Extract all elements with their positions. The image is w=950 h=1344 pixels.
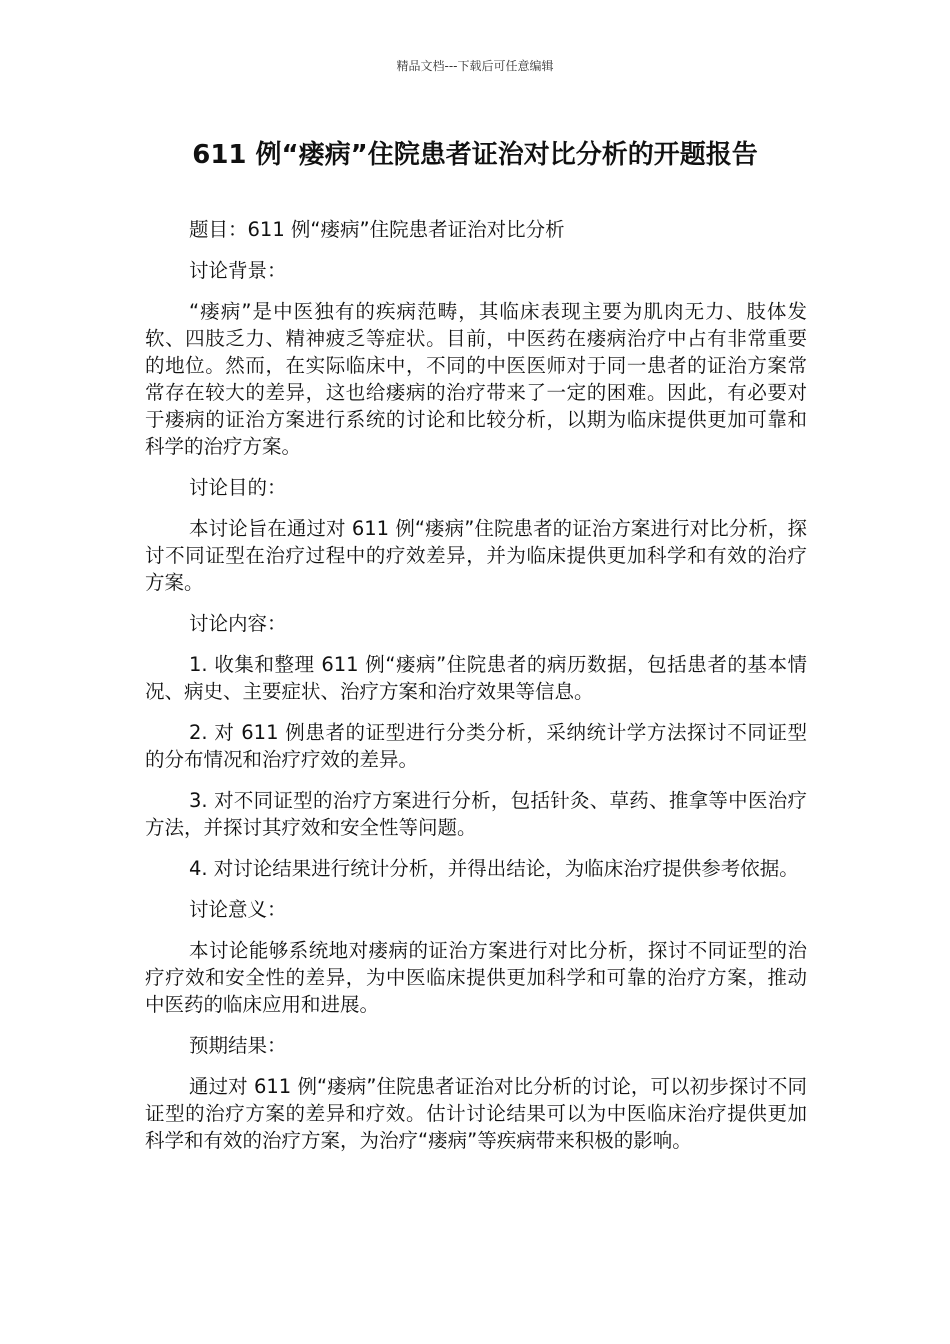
topic-line: 题目：611 例“瘘病”住院患者证治对比分析 [189, 218, 565, 241]
results-heading: 预期结果： [189, 1034, 287, 1057]
significance-paragraph: 本讨论能够系统地对瘘病的证治方案进行对比分析，探讨不同证型的治疗疗效和安全性的差异，为中医临床提供更加科学和可靠的治疗方案，推动中医药的临床应用和进展。 [145, 939, 807, 1016]
purpose-heading: 讨论目的： [189, 476, 287, 499]
document-title: 611 例“瘘病”住院患者证治对比分析的开题报告 [192, 140, 758, 170]
header-note: 精品文档---下载后可任意编辑 [396, 59, 554, 73]
document-body [145, 216, 807, 1168]
background-heading: 讨论背景： [189, 259, 287, 282]
significance-heading: 讨论意义： [189, 898, 287, 921]
results-paragraph: 通过对 611 例“瘘病”住院患者证治对比分析的讨论，可以初步探讨不同证型的治疗方案的差异和疗效。估计讨论结果可以为中医临床治疗提供更加科学和有效的治疗方案，为治疗“瘘病”等疾病带来积极的影响。 [145, 1075, 807, 1152]
content-heading: 讨论内容： [189, 612, 287, 635]
purpose-paragraph: 本讨论旨在通过对 611 例“瘘病”住院患者的证治方案进行对比分析，探讨不同证型在治疗过程中的疗效差异，并为临床提供更加科学和有效的治疗方案。 [145, 517, 807, 594]
content-item-4: 4. 对讨论结果进行统计分析，并得出结论，为临床治疗提供参考依据。 [189, 857, 799, 880]
content-item-3: 3. 对不同证型的治疗方案进行分析，包括针灸、草药、推拿等中医治疗方法，并探讨其疗效和安全性等问题。 [145, 789, 807, 839]
content-item-1: 1. 收集和整理 611 例“瘘病”住院患者的病历数据，包括患者的基本情况、病史、主要症状、治疗方案和治疗效果等信息。 [145, 653, 807, 703]
content-item-2: 2. 对 611 例患者的证型进行分类分析，采纳统计学方法探讨不同证型的分布情况和治疗疗效的差异。 [145, 721, 807, 771]
background-paragraph: “瘘病”是中医独有的疾病范畴，其临床表现主要为肌肉无力、肢体发软、四肢乏力、精神疲乏等症状。目前，中医药在瘘病治疗中占有非常重要的地位。然而，在实际临床中，不同的中医医师对于同一患者的证治方案常常存在较大的差异，这也给瘘病的治疗带来了一定的困难。因此，有必要对于瘘病的证治方案进行系统的讨论和比较分析，以期为临床提供更加可靠和科学的治疗方案。 [145, 300, 807, 458]
